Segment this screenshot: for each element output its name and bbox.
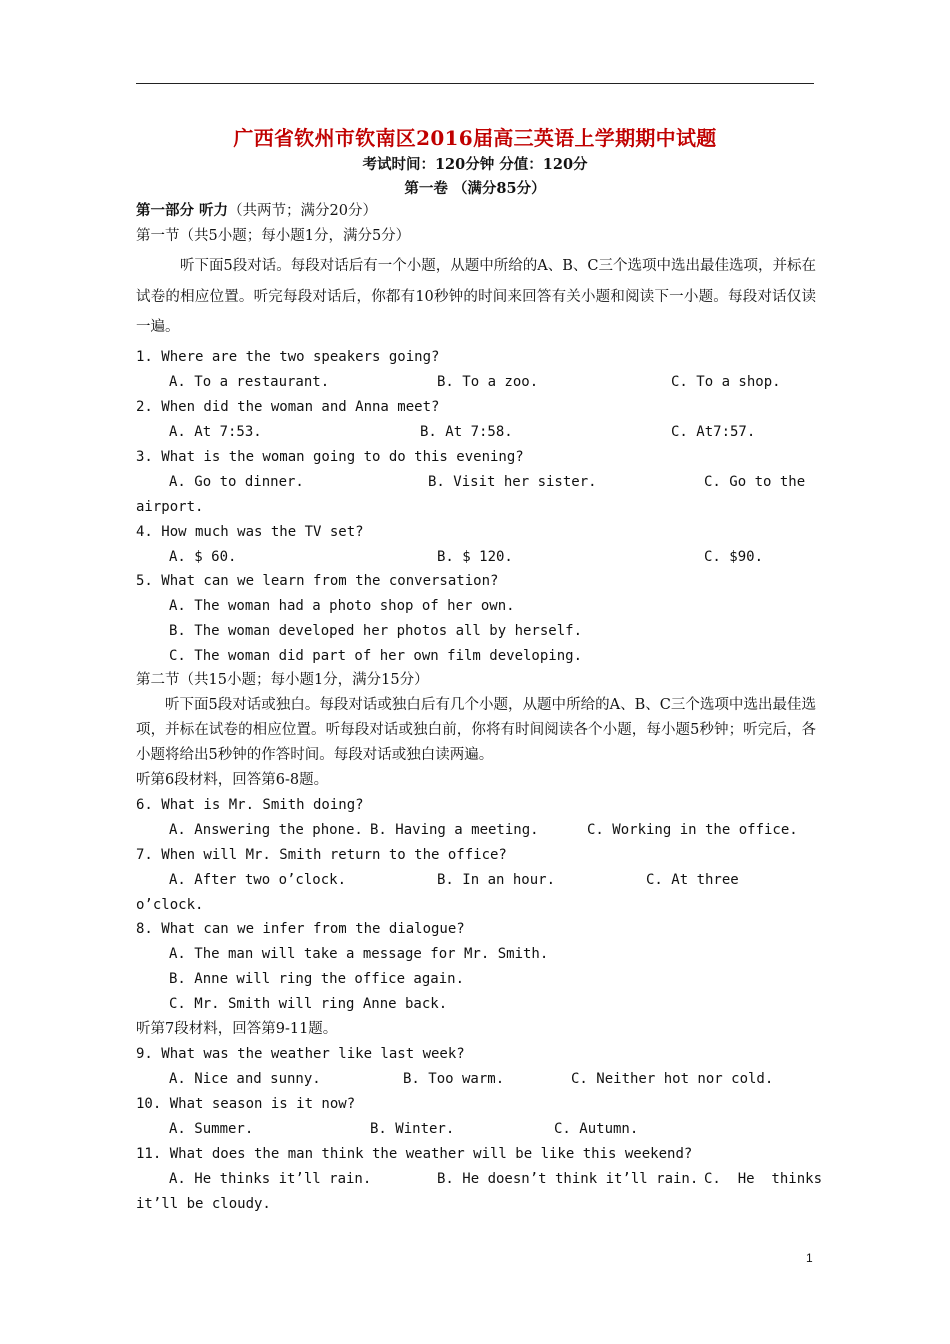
q7-option-c-cont: o’clock. <box>136 897 204 913</box>
part1-heading <box>136 202 377 220</box>
q7-option-a: A. After two o’clock. <box>169 872 347 888</box>
q5-option-a: A. The woman had a photo shop of her own. <box>169 598 515 614</box>
q6-option-c: C. Working in the office. <box>587 822 798 838</box>
q1-option-b: B. To a zoo. <box>437 374 539 390</box>
q9-option-a: A. Nice and sunny. <box>169 1071 321 1087</box>
q2-option-a: A. At 7:53. <box>169 424 262 440</box>
question-3: 3. What is the woman going to do this evening? <box>136 449 524 465</box>
q3-option-c-cont: airport. <box>136 499 204 515</box>
question-4: 4. How much was the TV set? <box>136 524 364 540</box>
q3-option-a: A. Go to dinner. <box>169 474 304 490</box>
q2-option-b: B. At 7:58. <box>420 424 513 440</box>
q1-option-a: A. To a restaurant. <box>169 374 330 390</box>
question-5: 5. What can we learn from the conversation? <box>136 573 499 589</box>
q3-option-c: C. Go to the <box>704 474 806 490</box>
q6-option-b: B. Having a meeting. <box>370 822 539 838</box>
material7-heading: 听第7段材料，回答第9-11题。 <box>136 1021 338 1037</box>
section1-heading: 第一节（共5小题；每小题1分，满分5分） <box>136 228 411 244</box>
question-1: 1. Where are the two speakers going? <box>136 349 440 365</box>
question-6: 6. What is Mr. Smith doing? <box>136 797 364 813</box>
question-9: 9. What was the weather like last week? <box>136 1046 465 1062</box>
q8-option-b: B. Anne will ring the office again. <box>169 971 465 987</box>
q8-option-a: A. The man will take a message for Mr. Smith. <box>169 946 549 962</box>
exam-info: 考试时间：120分钟 分值：120分 <box>362 156 588 173</box>
question-7: 7. When will Mr. Smith return to the office? <box>136 847 507 863</box>
question-11: 11. What does the man think the weather will be like this weekend? <box>136 1146 693 1162</box>
q9-option-c: C. Neither hot nor cold. <box>571 1071 774 1087</box>
part1-heading-bold: 第一部分 听力 <box>136 202 229 219</box>
q4-option-b: B. $ 120. <box>437 549 513 565</box>
q11-option-c-cont: it’ll be cloudy. <box>136 1196 271 1212</box>
q8-option-c: C. Mr. Smith will ring Anne back. <box>169 996 448 1012</box>
section1-instructions: 听下面5段对话。每段对话后有一个小题，从题中所给的A、B、C三个选项中选出最佳选项，并标在试卷的相应位置。听完每段对话后，你都有10秒钟的时间来回答有关小题和阅读下一小题。每段对话仅读一遍。 <box>136 258 816 335</box>
q4-option-a: A. $ 60. <box>169 549 237 565</box>
q3-option-b: B. Visit her sister. <box>428 474 597 490</box>
section2-heading: 第二节（共15小题；每小题1分，满分15分） <box>136 672 429 688</box>
q6-option-a: A. Answering the phone. <box>169 822 363 838</box>
q1-option-c: C. To a shop. <box>671 374 781 390</box>
q9-option-b: B. Too warm. <box>403 1071 505 1087</box>
q10-option-c: C. Autumn. <box>554 1121 639 1137</box>
page-number: 1 <box>806 1251 813 1265</box>
q7-option-c: C. At three <box>646 872 739 888</box>
q5-option-b: B. The woman developed her photos all by herself. <box>169 623 583 639</box>
question-8: 8. What can we infer from the dialogue? <box>136 921 465 937</box>
q4-option-c: C. $90. <box>704 549 764 565</box>
question-2: 2. When did the woman and Anna meet? <box>136 399 440 415</box>
q2-option-c: C. At7:57. <box>671 424 756 440</box>
part1-heading-rest: （共两节；满分20分） <box>228 203 378 219</box>
volume-heading: 第一卷 （满分85分） <box>404 180 546 197</box>
header-rule <box>136 83 814 84</box>
material6-heading: 听第6段材料，回答第6-8题。 <box>136 772 329 788</box>
q11-option-b: B. He doesn’t think it’ll rain. <box>437 1171 699 1187</box>
question-10: 10. What season is it now? <box>136 1096 356 1112</box>
q10-option-a: A. Summer. <box>169 1121 254 1137</box>
q5-option-c: C. The woman did part of her own film developing. <box>169 648 583 664</box>
q10-option-b: B. Winter. <box>370 1121 455 1137</box>
document-title: 广西省钦州市钦南区2016届高三英语上学期期中试题 <box>233 126 717 150</box>
q11-option-c: C. He thinks <box>704 1171 823 1187</box>
q11-option-a: A. He thinks it’ll rain. <box>169 1171 372 1187</box>
q7-option-b: B. In an hour. <box>437 872 556 888</box>
section2-instructions: 听下面5段对话或独白。每段对话或独白后有几个小题，从题中所给的A、B、C三个选项中选出最佳选项，并标在试卷的相应位置。听每段对话或独白前，你将有时间阅读各个小题，每小题5秒钟；听完后，各小题将给出5秒钟的作答时间。每段对话或独白读两遍。 <box>136 697 816 763</box>
